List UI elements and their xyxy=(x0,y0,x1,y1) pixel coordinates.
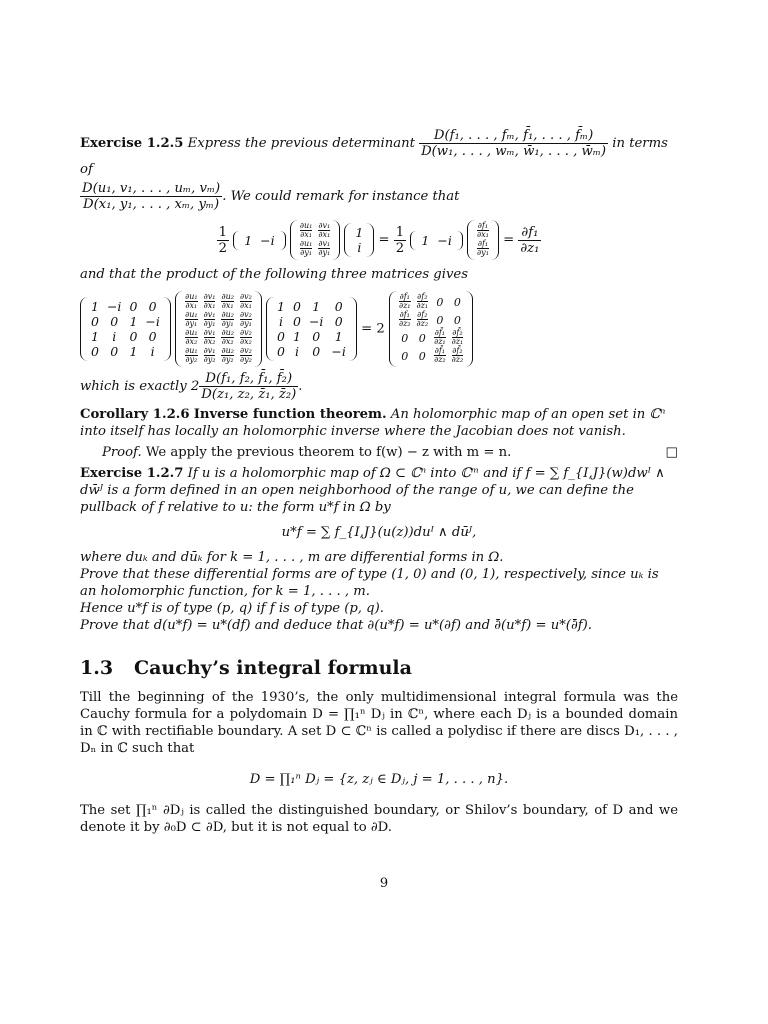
exercise-label: Exercise 1.2.5 xyxy=(80,136,184,151)
section-number: 1.3 xyxy=(80,657,114,679)
jacobian-fraction xyxy=(80,181,222,212)
matrix-left-4x4: 1 −i 0 0 0 0 1 −i 1 i 0 0 0 0 1 i xyxy=(80,297,171,361)
partial-f-vector: $\frac{\text{∂f₁}}{\text{∂x₁}}$ $\frac{\text{∂f₁}}{\text{∂y₁}}$ xyxy=(467,220,499,260)
pullback-equation: u*f = ∑ f_{I,J}(u(z))duᴵ ∧ dūᴶ, xyxy=(281,525,477,540)
section-title: Cauchy’s integral formula xyxy=(134,657,412,679)
qed-symbol: □ xyxy=(665,445,678,460)
exercise-1-2-7 xyxy=(80,465,678,516)
corollary-title: Inverse function theorem. xyxy=(193,407,387,422)
determinant-denominator: D(w₁, . . . , wₘ, w̄₁, . . . , w̄ₘ) xyxy=(421,144,607,159)
exercise-text: which is exactly 2 xyxy=(80,379,200,394)
exercise-1-2-5 xyxy=(80,128,678,212)
exercise-text: If u is a holomorphic map of Ω ⊂ ℂⁿ into ℂᵐ and if f = ∑ f_{I,J}(w)dwᴵ ∧ dw̄ᴶ is a form defined in an open neighborhood of the range of u, we can define the pullback of f relative to u: the form u*f in Ω by xyxy=(80,466,665,515)
section-paragraph: Till the beginning of the 1930’s, the only multidimensional integral formula was the Cauchy formula for a polydomain D = ∏₁ⁿ Dⱼ in ℂⁿ, where each Dⱼ is a bounded domain in ℂ with rectifiable boundary. A set D ⊂ ℂⁿ is called a polydisc if there are discs D₁, . . . , Dₙ in ℂ such that xyxy=(80,690,678,756)
half-fraction: $\frac{1}{2}$ xyxy=(218,224,227,256)
section-heading xyxy=(80,657,678,679)
result-matrix-4x4: $\frac{\text{∂f₁}}{\text{∂z₁}}$ $\frac{\text{∂f₂}}{\text{∂z₁}}$ 0 0 $\frac{\text{∂f₁}}{\text{∂z₂}}$ $\frac{\text{∂f₂}}{\text{∂z₂}}$ 0 0 0 0 $\frac{\text{∂f̄₁}}{\text{∂z̄₁}}$ $\frac{\text{∂f̄₂}}{\text{∂z̄₁}}$ 0 0 $\frac{\text{∂f̄₁}}{\text{∂z̄₂}}$ $\frac{\text{∂f̄₂}}{\text{∂z̄₂}}$ xyxy=(389,291,473,367)
row-vector: 1 −i xyxy=(410,231,462,250)
column-vector: 1 i xyxy=(344,223,374,257)
exercise-conclusion xyxy=(80,371,678,402)
corollary-text: An holomorphic map of an open set in ℂⁿ into itself has locally an holomorphic inverse where the Jacobian does not vanish. xyxy=(80,407,666,439)
jacobian-matrix-4x4: $\frac{\text{∂u₁}}{\text{∂x₁}}$ $\frac{\text{∂v₁}}{\text{∂x₁}}$ $\frac{\text{∂u₂}}{\text{∂x₁}}$ $\frac{\text{∂v₂}}{\text{∂x₁}}$ $\frac{\text{∂u₁}}{\text{∂y₁}}$ $\frac{\text{∂v₁}}{\text{∂y₁}}$ $\frac{\text{∂u₂}}{\text{∂y₁}}$ $\frac{\text{∂v₂}}{\text{∂y₁}}$ $\frac{\text{∂u₁}}{\text{∂x₂}}$ $\frac{\text{∂v₁}}{\text{∂x₂}}$ $\frac{\text{∂u₂}}{\text{∂x₂}}$ $\frac{\text{∂v₂}}{\text{∂x₂}}$ $\frac{\text{∂u₁}}{\text{∂y₂}}$ $\frac{\text{∂v₁}}{\text{∂y₂}}$ $\frac{\text{∂u₂}}{\text{∂y₂}}$ $\frac{\text{∂v₂}}{\text{∂y₂}}$ xyxy=(175,291,262,367)
exercise-line: Hence u*f is of type (p, q) if f is of type (p, q). xyxy=(80,601,384,616)
proof-text: We apply the previous theorem to f(w) − z with m = n. xyxy=(145,445,512,460)
exercise-line: Prove that d(u*f) = u*(df) and deduce that ∂(u*f) = u*(∂f) and ∂̄(u*f) = u*(∂̄f). xyxy=(80,618,592,633)
exercise-text: Express the previous determinant xyxy=(187,136,415,151)
page-number: 9 xyxy=(379,876,389,891)
complex-jacobian-fraction xyxy=(199,371,298,402)
proof-label: Proof. xyxy=(102,445,142,460)
matrix-right-4x4: 1 0 1 0 i 0 −i 0 0 1 0 1 0 i 0 −i xyxy=(266,297,357,361)
proof xyxy=(80,444,678,461)
determinant-numerator: D(f₁, . . . , fₘ, f̄₁, . . . , f̄ₘ) xyxy=(419,128,608,144)
period: . xyxy=(298,379,303,394)
exercise-line: where duₖ and dūₖ for k = 1, . . . , m are differential forms in Ω. xyxy=(80,550,504,565)
jacobian-denominator: D(x₁, y₁, . . . , xₘ, yₘ) xyxy=(83,197,220,212)
row-vector: 1 −i xyxy=(233,231,285,250)
determinant-fraction xyxy=(419,128,608,159)
partial-f-z-fraction: $\frac{\text{∂f₁}}{\text{∂z₁}}$ xyxy=(520,224,540,256)
complex-jacobian-denominator: D(z₁, z₂, z̄₁, z̄₂) xyxy=(201,387,297,402)
polydisc-equation: D = ∏₁ⁿ Dⱼ = {z, zⱼ ∈ Dⱼ, j = 1, . . . , n}. xyxy=(249,772,509,787)
matrix-product-equation: 1 −i 0 0 0 0 1 −i 1 i 0 0 0 0 1 i $\frac{\text{∂u₁}}{\text{∂x₁}}$ $\frac{\text{∂v₁}}{\text{∂x₁}}$ $\frac{\text{∂u₂}}{\text{∂x₁}}$ $\frac{\text{∂v₂}}{\text{∂x₁}}$ $\frac{\text{∂u₁}}{\text{∂y₁}}$ $\frac{\text{∂v₁}}{\text{∂y₁}}$ $\frac{\text{∂u₂}}{\text{∂y₁}}$ $\frac{\text{∂v₂}}{\text{∂y₁}}$ $\frac{\text{∂u₁}}{\text{∂x₂}}$ $\frac{\text{∂v₁}}{\text{∂x₂}}$ $\frac{\text{∂u₂}}{\text{∂x₂}}$ $\frac{\text{∂v₂}}{\text{∂x₂}}$ $\frac{\text{∂u₁}}{\text{∂y₂}}$ $\frac{\text{∂v₁}}{\text{∂y₂}}$ $\frac{\text{∂u₂}}{\text{∂y₂}}$ $\frac{\text{∂v₂}}{\text{∂y₂}}$ 1 0 1 0 i 0 −i 0 0 1 0 1 0 i 0 −i = 2 $\frac{\text{∂f₁}}{\text{∂z₁}}$ $\frac{\text{∂f₂}}{\text{∂z₁}}$ 0 0 $\frac{\text{∂f₁}}{\text{∂z₂}}$ $\frac{\text{∂f₂}}{\text{∂z₂}}$ 0 0 0 0 $\frac{\text{∂f̄₁}}{\text{∂z̄₁}}$ $\frac{\text{∂f̄₂}}{\text{∂z̄₁}}$ 0 0 $\frac{\text{∂f̄₁}}{\text{∂z̄₂}}$ $\frac{\text{∂f̄₂}}{\text{∂z̄₂}}$ xyxy=(80,291,678,367)
corollary-label: Corollary 1.2.6 xyxy=(80,407,190,422)
exercise-text: and that the product of the following three matrices gives xyxy=(80,267,468,282)
half-fraction: $\frac{1}{2}$ xyxy=(395,224,405,256)
remark-equation: $\frac{1}{2}$ 1 −i $\frac{\text{∂u₁}}{\text{∂x₁}}$ $\frac{\text{∂v₁}}{\text{∂x₁}}$ $\frac{\text{∂u₁}}{\text{∂y₁}}$ $\frac{\text{∂v₁}}{\text{∂y₁}}$ 1 i = $\frac{1}{2}$ 1 −i $\frac{\text{∂f₁}}{\text{∂x₁}}$ $\frac{\text{∂f₁}}{\text{∂y₁}}$ = $\frac{\text{∂f₁}}{\text{∂z₁}}$ xyxy=(80,220,678,260)
exercise-label: Exercise 1.2.7 xyxy=(80,466,184,481)
exercise-text: in terms of xyxy=(80,136,668,177)
jacobian-numerator: D(u₁, v₁, . . . , uₘ, vₘ) xyxy=(82,181,221,196)
exercise-text: . We could remark for instance that xyxy=(222,189,460,204)
section-paragraph: The set ∏₁ⁿ ∂Dⱼ is called the distinguished boundary, or Shilov’s boundary, of D and we denote it by ∂₀D ⊂ ∂D, but it is not equal to ∂D. xyxy=(80,803,678,835)
complex-jacobian-numerator: D(f₁, f₂, f̄₁, f̄₂) xyxy=(199,371,298,387)
jacobian-matrix-2x2: $\frac{\text{∂u₁}}{\text{∂x₁}}$ $\frac{\text{∂v₁}}{\text{∂x₁}}$ $\frac{\text{∂u₁}}{\text{∂y₁}}$ $\frac{\text{∂v₁}}{\text{∂y₁}}$ xyxy=(290,220,340,260)
exercise-line: Prove that these differential forms are of type (1, 0) and (0, 1), respectively, since uₖ is an holomorphic function, for k = 1, . . . , m. xyxy=(80,567,659,599)
corollary-1-2-6 xyxy=(80,406,678,440)
page-content xyxy=(80,128,678,836)
